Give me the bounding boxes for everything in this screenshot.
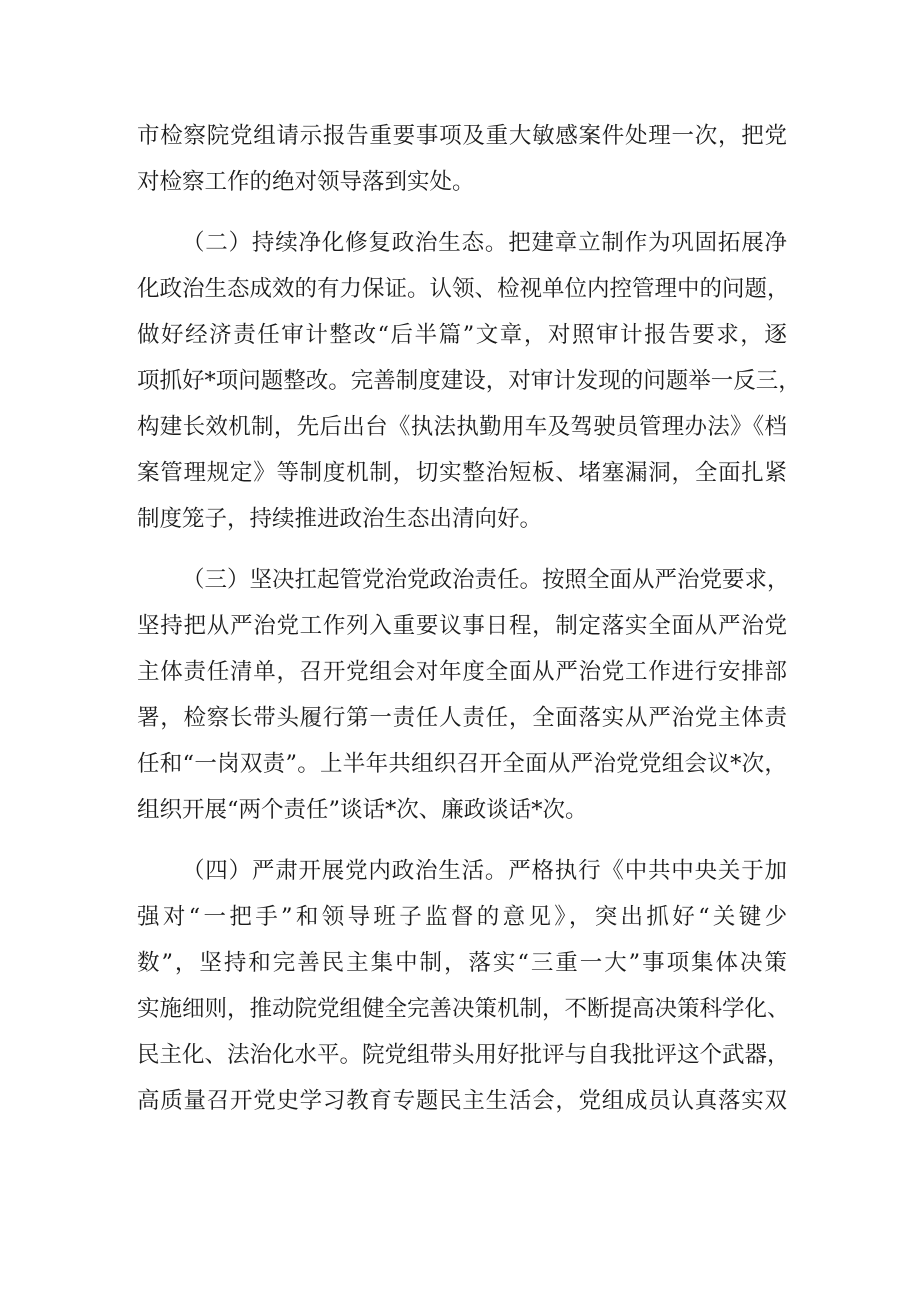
text-line: 民主化、法治化水平。院党组带头用好批评与自我批评这个武器，	[137, 1042, 790, 1068]
text-line: 市检察院党组请示报告重要事项及重大敏感案件处理一次，把党	[137, 123, 788, 149]
paragraph-section-4	[137, 848, 791, 1124]
text-line: （三）坚决扛起管党治党政治责任。按照全面从严治党要求，	[182, 567, 790, 593]
text-line: 署，检察长带头履行第一责任人责任，全面落实从严治党主体责	[137, 705, 788, 731]
text-line: 组织开展“两个责任”谈话*次、廉政谈话*次。	[137, 797, 588, 823]
document-body	[137, 113, 801, 1124]
paragraph-intro-tail	[137, 113, 787, 205]
text-line: 主体责任清单，召开党组会对年度全面从严治党工作进行安排部	[137, 659, 788, 685]
text-line: 任和“一岗双责”。上半年共组织召开全面从严治党党组会议*次，	[137, 751, 788, 777]
text-line: 案管理规定》等制度机制，切实整治短板、堵塞漏洞，全面扎紧	[137, 460, 788, 486]
text-line: （四）严肃开展党内政治生活。严格执行《中共中央关于加	[182, 858, 788, 884]
text-line: 做好经济责任审计整改“后半篇”文章，对照审计报告要求，逐	[137, 322, 789, 348]
text-line: 数”，坚持和完善民主集中制，落实“三重一大”事项集体决策	[137, 950, 789, 976]
text-line: 制度笼子，持续推进政治生态出清向好。	[137, 506, 543, 532]
paragraph-section-2	[137, 220, 801, 542]
text-line: 项抓好*项问题整改。完善制度建设，对审计发现的问题举一反三，	[137, 368, 801, 394]
text-line: 实施细则，推动院党组健全完善决策机制，不断提高决策科学化、	[137, 996, 790, 1022]
text-line: 强对“一把手”和领导班子监督的意见》，突出抓好“关键少	[137, 904, 791, 930]
text-line: 构建长效机制，先后出台《执法执勤用车及驾驶员管理办法》《档	[137, 414, 788, 440]
text-line: 对检察工作的绝对领导落到实处。	[137, 169, 475, 195]
text-line: 坚持把从严治党工作列入重要议事日程，制定落实全面从严治党	[137, 613, 788, 639]
text-line: （二）持续净化修复政治生态。把建章立制作为巩固拓展净	[182, 230, 788, 256]
paragraph-section-3	[137, 557, 790, 833]
text-line: 化政治生态成效的有力保证。认领、检视单位内控管理中的问题，	[137, 276, 790, 302]
text-line: 高质量召开党史学习教育专题民主生活会，党组成员认真落实双	[137, 1088, 788, 1114]
